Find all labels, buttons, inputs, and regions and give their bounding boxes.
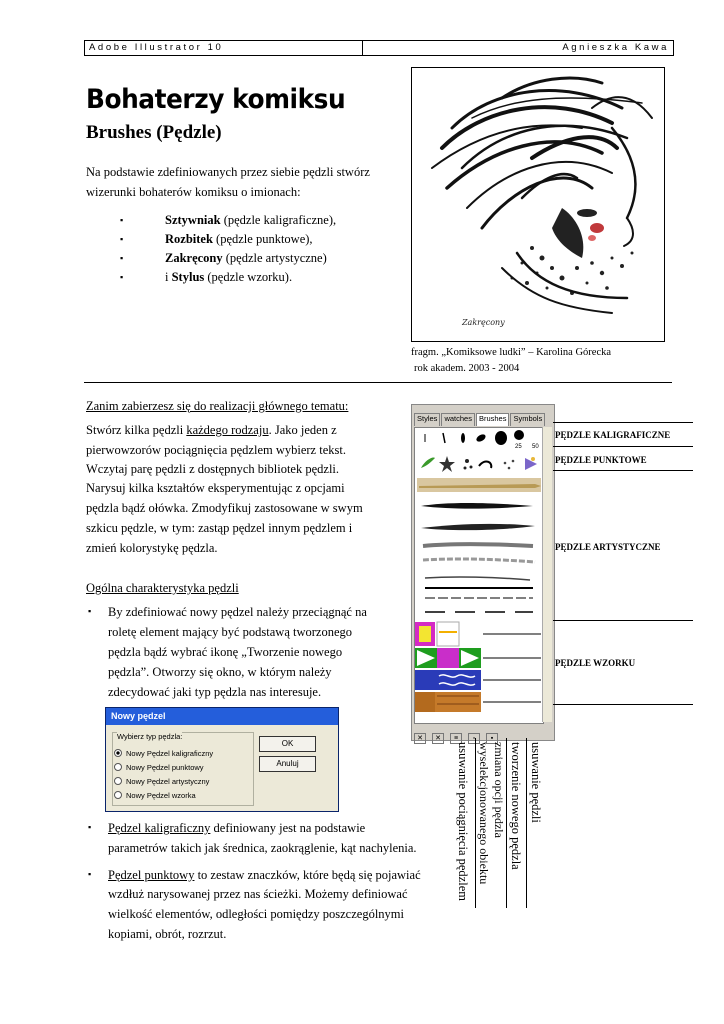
brush-swatches bbox=[415, 428, 543, 723]
group-label: Wybierz typ pędzla: bbox=[117, 732, 183, 741]
header-author: Agnieszka Kawa bbox=[562, 42, 669, 53]
cancel-button[interactable]: Anuluj bbox=[259, 756, 316, 772]
comic-illustration bbox=[411, 67, 665, 342]
delete-brush-icon[interactable]: ▪ bbox=[486, 733, 498, 744]
hero-desc: (pędzle wzorku). bbox=[204, 270, 293, 284]
bullet1-line: zdecydować jaki typ pędzla nas interesuje. bbox=[108, 685, 322, 699]
palette-scrollbar[interactable] bbox=[542, 427, 552, 722]
radio-icon bbox=[114, 777, 122, 785]
hero-name: Sztywniak bbox=[165, 213, 221, 227]
label-calligraphic: PĘDZLE KALIGRAFICZNE bbox=[555, 430, 671, 440]
radio-label: Nowy Pędzel artystyczny bbox=[126, 777, 210, 786]
pattern-brushes bbox=[415, 622, 541, 712]
dialog-titlebar: Nowy pędzel bbox=[106, 708, 338, 725]
section1-text-underlined: każdego rodzaju bbox=[186, 423, 269, 437]
scatter-term: Pędzel punktowy bbox=[108, 868, 195, 882]
bullet3-line: wielkość elementów, odległości pomiędzy poszczególnymi bbox=[108, 907, 404, 921]
bullet1-line: roletę element mający być podstawą tworzonego bbox=[108, 625, 353, 639]
bullet-marker: ▪ bbox=[120, 215, 124, 225]
art-brushes bbox=[417, 478, 541, 612]
hero-desc: (pędzle punktowe), bbox=[212, 232, 313, 246]
hero-name: Zakręcony bbox=[165, 251, 223, 265]
tab-styles[interactable]: Styles bbox=[414, 413, 440, 426]
bullet2-text: definiowany jest na podstawie bbox=[210, 821, 366, 835]
radio-label: Nowy Pędzel punktowy bbox=[126, 763, 204, 772]
header-app-name: Adobe Illustrator 10 bbox=[89, 42, 224, 53]
radio-art[interactable] bbox=[114, 777, 209, 786]
brush-list[interactable] bbox=[414, 427, 544, 724]
bullet2-line-2: parametrów takich jak średnica, zaokrąglenie, kąt nachylenia. bbox=[108, 841, 417, 855]
section1-text-pre: Stwórz kilka pędzli bbox=[86, 423, 187, 437]
section1-line: szkicu pędzle, w tym: zastąp pędzel innym pędzlem i bbox=[86, 521, 353, 535]
section1-line-0 bbox=[86, 420, 337, 440]
illustration-signature: Zakręcony bbox=[462, 318, 505, 327]
section1-line: pędzla bądź ołówka. Zmodyfikuj zastosowane w swym bbox=[86, 501, 363, 515]
bullet-marker: ▪ bbox=[88, 822, 92, 832]
remove-stroke-icon[interactable]: ✕ bbox=[432, 733, 444, 744]
tab-brushes[interactable]: Brushes bbox=[476, 413, 510, 426]
new-brush-icon[interactable]: ▫ bbox=[468, 733, 480, 744]
bullet-marker: ▪ bbox=[120, 272, 124, 282]
size-label: 25 bbox=[515, 444, 522, 450]
section1-line: zmień kolorystykę pędzla. bbox=[86, 541, 218, 555]
label-delete-brush: usuwanie pędzli bbox=[529, 742, 543, 823]
section-divider bbox=[84, 382, 672, 383]
label-remove-stroke: usuwanie pociągnięcia pędzlem bbox=[456, 742, 470, 901]
leader-line bbox=[506, 738, 507, 908]
label-scatter: PĘDZLE PUNKTOWE bbox=[555, 455, 647, 465]
calligraphic-brushes bbox=[425, 430, 539, 450]
bullet3-text: to zestaw znaczków, które będą się pojawiać bbox=[194, 868, 421, 882]
brush-libraries-icon[interactable]: ✕ bbox=[414, 733, 426, 744]
section1-heading: Zanim zabierzesz się do realizacji głównego tematu: bbox=[86, 399, 349, 413]
radio-pattern[interactable] bbox=[114, 791, 196, 800]
header-separator bbox=[362, 41, 363, 55]
size-label: 50 bbox=[532, 444, 539, 450]
bullet1-line: pędzla”. Otworzy się okno, w którym należy bbox=[108, 665, 332, 679]
scatter-brushes bbox=[421, 456, 537, 472]
hero-name: Stylus bbox=[171, 270, 205, 284]
leader-line bbox=[553, 422, 693, 423]
hero-name: Rozbitek bbox=[165, 232, 213, 246]
bullet1-line: By zdefiniować nowy pędzel należy przeciągnąć na bbox=[108, 605, 367, 619]
illustration-drawing bbox=[412, 68, 664, 341]
leader-line bbox=[526, 738, 527, 908]
intro-line-2: wizerunki bohaterów komiksu o imionach: bbox=[86, 185, 301, 199]
bullet1-line: pędzla bądź wybrać ikonę „Tworzenie nowego bbox=[108, 645, 343, 659]
brushes-palette bbox=[411, 404, 555, 741]
radio-icon bbox=[114, 791, 122, 799]
radio-label: Nowy Pędzel kaligraficzny bbox=[126, 749, 214, 758]
leader-line bbox=[553, 446, 693, 447]
label-brush-options: zmiana opcji pędzla wyselekcjonowanego obiektu bbox=[477, 742, 506, 885]
radio-scatter[interactable] bbox=[114, 763, 204, 772]
radio-calligraphic[interactable] bbox=[114, 749, 213, 758]
bullet3-line: wzdłuż narysowanej przez nas ścieżki. Możemy definiować bbox=[108, 887, 408, 901]
radio-selected-icon bbox=[114, 749, 122, 757]
palette-footer bbox=[414, 727, 550, 742]
hero-desc: (pędzle artystyczne) bbox=[222, 251, 327, 265]
section1-line: Wczytaj parę pędzli z dostępnych bibliotek pędzli. bbox=[86, 462, 340, 476]
section1-line: pierwowzorów pociągnięcia pędzlem wybierz tekst. bbox=[86, 443, 346, 457]
hero-desc: (pędzle kaligraficzne), bbox=[220, 213, 337, 227]
intro-line-1: Na podstawie zdefiniowanych przez siebie pędzli stwórz bbox=[86, 165, 370, 179]
ok-button[interactable]: OK bbox=[259, 736, 316, 752]
caption-line-2: rok akadem. 2003 - 2004 bbox=[414, 363, 520, 374]
new-brush-dialog bbox=[105, 707, 339, 812]
bullet-marker: ▪ bbox=[120, 234, 124, 244]
options-icon[interactable]: ≡ bbox=[450, 733, 462, 744]
leader-line bbox=[553, 470, 693, 471]
page-title: Bohaterzy komiksu bbox=[86, 84, 346, 115]
label-pattern: PĘDZLE WZORKU bbox=[555, 658, 636, 668]
bullet-marker: ▪ bbox=[88, 606, 92, 616]
hero-prefix: i bbox=[165, 270, 172, 284]
leader-line bbox=[553, 704, 693, 705]
leader-line bbox=[553, 620, 693, 621]
page-subtitle: Brushes (Pędzle) bbox=[86, 122, 222, 143]
tab-symbols[interactable]: Symbols bbox=[510, 413, 545, 426]
bullet-marker: ▪ bbox=[88, 869, 92, 879]
section1-text-post: . Jako jeden z bbox=[268, 423, 337, 437]
radio-icon bbox=[114, 763, 122, 771]
bullet3-line-1 bbox=[108, 865, 421, 885]
bullet-marker: ▪ bbox=[120, 253, 124, 263]
tab-swatches[interactable]: watches bbox=[441, 413, 475, 426]
bullet2-line-1 bbox=[108, 818, 365, 838]
caption-line-1: fragm. „Komiksowe ludki” – Karolina Górecka bbox=[411, 347, 612, 358]
bullet3-line: kopiami, obrót, rozrzut. bbox=[108, 927, 227, 941]
radio-label: Nowy Pędzel wzorka bbox=[126, 791, 196, 800]
page-header bbox=[84, 40, 674, 56]
calligraphic-term: Pędzel kaligraficzny bbox=[108, 821, 211, 835]
label-new-brush: tworzenie nowego pędzla bbox=[509, 742, 523, 870]
label-art: PĘDZLE ARTYSTYCZNE bbox=[555, 542, 661, 552]
section2-heading: Ogólna charakterystyka pędzli bbox=[86, 581, 239, 595]
palette-tabs bbox=[414, 413, 546, 426]
section1-line: Narysuj kilka kształtów eksperymentując z opcjami bbox=[86, 481, 345, 495]
